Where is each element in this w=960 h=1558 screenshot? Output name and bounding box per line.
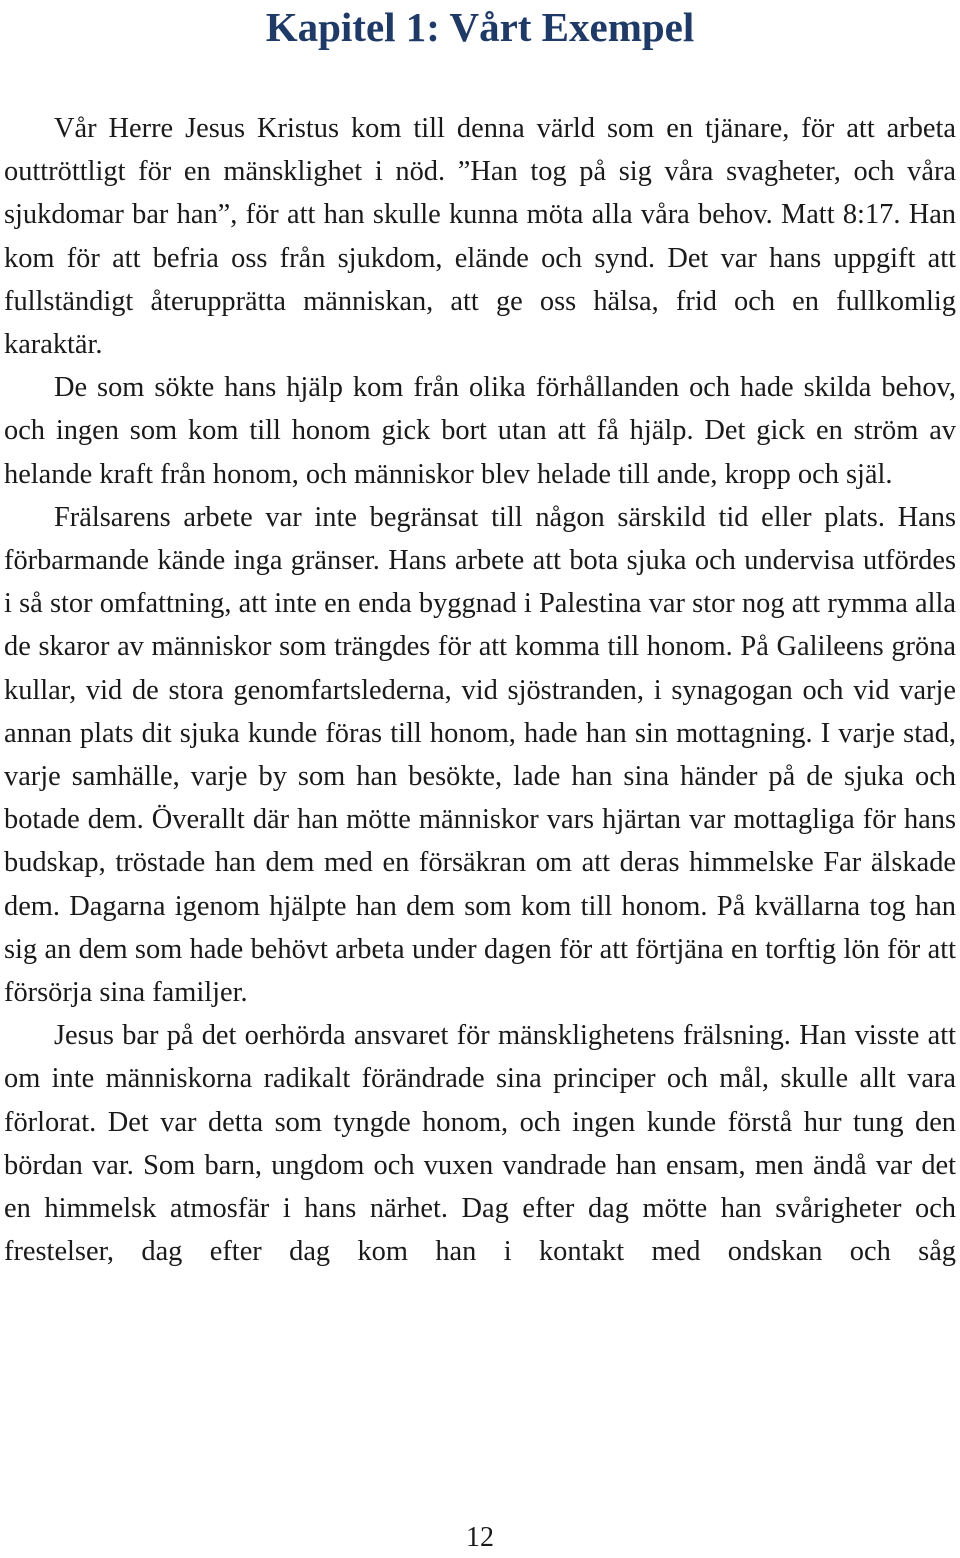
page-number: 12: [466, 1522, 494, 1553]
body-text: [4, 107, 956, 1273]
paragraph: Frälsarens arbete var inte begränsat till någon särskild tid eller plats. Hans förbarmande kände inga gränser. Hans arbete att bota sjuka och undervisa utfördes i så stor omfattning, att inte en enda byggnad i Palestina var stor nog att rymma alla de skaror av människor som trängdes för att komma till honom. På Galileens gröna kullar, vid de stora genomfartslederna, vid sjöstranden, i synagogan och vid varje annan plats dit sjuka kunde föras till honom, hade han sin mottagning. I varje stad, varje samhälle, varje by som han besökte, lade han sina händer på de sjuka och botade dem. Överallt där han mötte människor vars hjärtan var mottagliga för hans budskap, tröstade han dem med en försäkran om att deras himmelske Far älskade dem. Dagarna igenom hjälpte han dem som kom till honom. På kvällarna tog han sig an dem som hade behövt arbeta under dagen för att förtjäna en torftig lön för att försörja sina familjer.: [4, 501, 956, 1009]
paragraph: Vår Herre Jesus Kristus kom till denna värld som en tjänare, för att arbeta outtröttligt för en mänsklighet i nöd. ”Han tog på sig våra svagheter, och våra sjukdomar bar han”, för att han skulle kunna möta alla våra behov. Matt 8:17. Han kom för att befria oss från sjukdom, elände och synd. Det var hans uppgift att fullständigt återupprätta människan, att ge oss hälsa, frid och en fullkomlig karaktär.: [4, 113, 956, 361]
chapter-title: Kapitel 1: Vårt Exempel: [265, 4, 695, 50]
paragraph: De som sökte hans hjälp kom från olika förhållanden och hade skilda behov, och ingen som kom till honom gick bort utan att få hjälp. Det gick en ström av helande kraft från honom, och människor blev helade till ande, kropp och själ.: [4, 372, 956, 490]
paragraph: Jesus bar på det oerhörda ansvaret för mänsklighetens frälsning. Han visste att om inte människorna radikalt förändrade sina principer och mål, skulle allt vara förlorat. Det var detta som tyngde honom, och ingen kunde förstå hur tung den bördan var. Som barn, ungdom och vuxen vandrade han ensam, men ändå var det en himmelsk atmosfär i hans närhet. Dag efter dag mötte han svårigheter och frestelser, dag efter dag kom han i kontakt med ondskan och såg: [4, 1020, 956, 1268]
